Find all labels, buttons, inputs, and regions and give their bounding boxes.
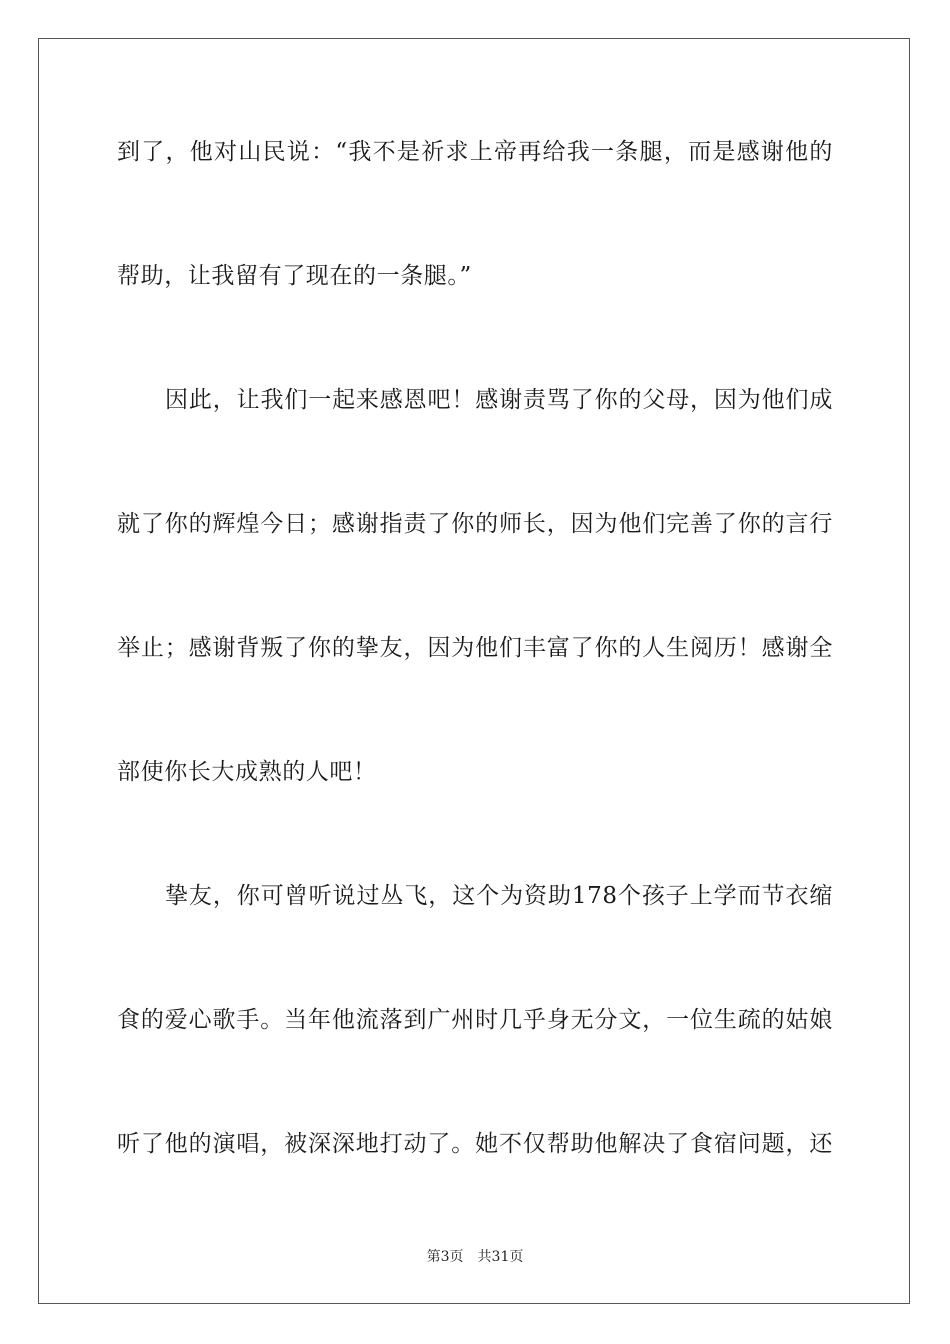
total-pages: 共31页 bbox=[477, 1249, 524, 1265]
page-border bbox=[38, 38, 910, 1304]
text-line-1: 到了，他对山民说：“我不是祈求上帝再给我一条腿，而是感谢他的 bbox=[117, 139, 833, 165]
text-line-6: 部使你长大成熟的人吧！ bbox=[117, 759, 377, 785]
text-line-8: 食的爱心歌手。当年他流落到广州时几乎身无分文，一位生疏的姑娘 bbox=[117, 1007, 833, 1033]
text-line-3: 因此，让我们一起来感恩吧！感谢责骂了你的父母，因为他们成 bbox=[165, 387, 833, 413]
text-line-9: 听了他的演唱，被深深地打动了。她不仅帮助他解决了食宿问题，还 bbox=[117, 1131, 833, 1157]
text-line-5: 举止；感谢背叛了你的挚友，因为他们丰富了你的人生阅历！感谢全 bbox=[117, 635, 833, 661]
page-number: 第3页 bbox=[426, 1249, 464, 1265]
text-line-7: 挚友，你可曾听说过丛飞，这个为资助178个孩子上学而节衣缩 bbox=[165, 883, 833, 909]
page-footer bbox=[0, 1248, 950, 1266]
text-line-4: 就了你的辉煌今日；感谢指责了你的师长，因为他们完善了你的言行 bbox=[117, 511, 833, 537]
text-line-2: 帮助，让我留有了现在的一条腿。” bbox=[117, 263, 472, 289]
